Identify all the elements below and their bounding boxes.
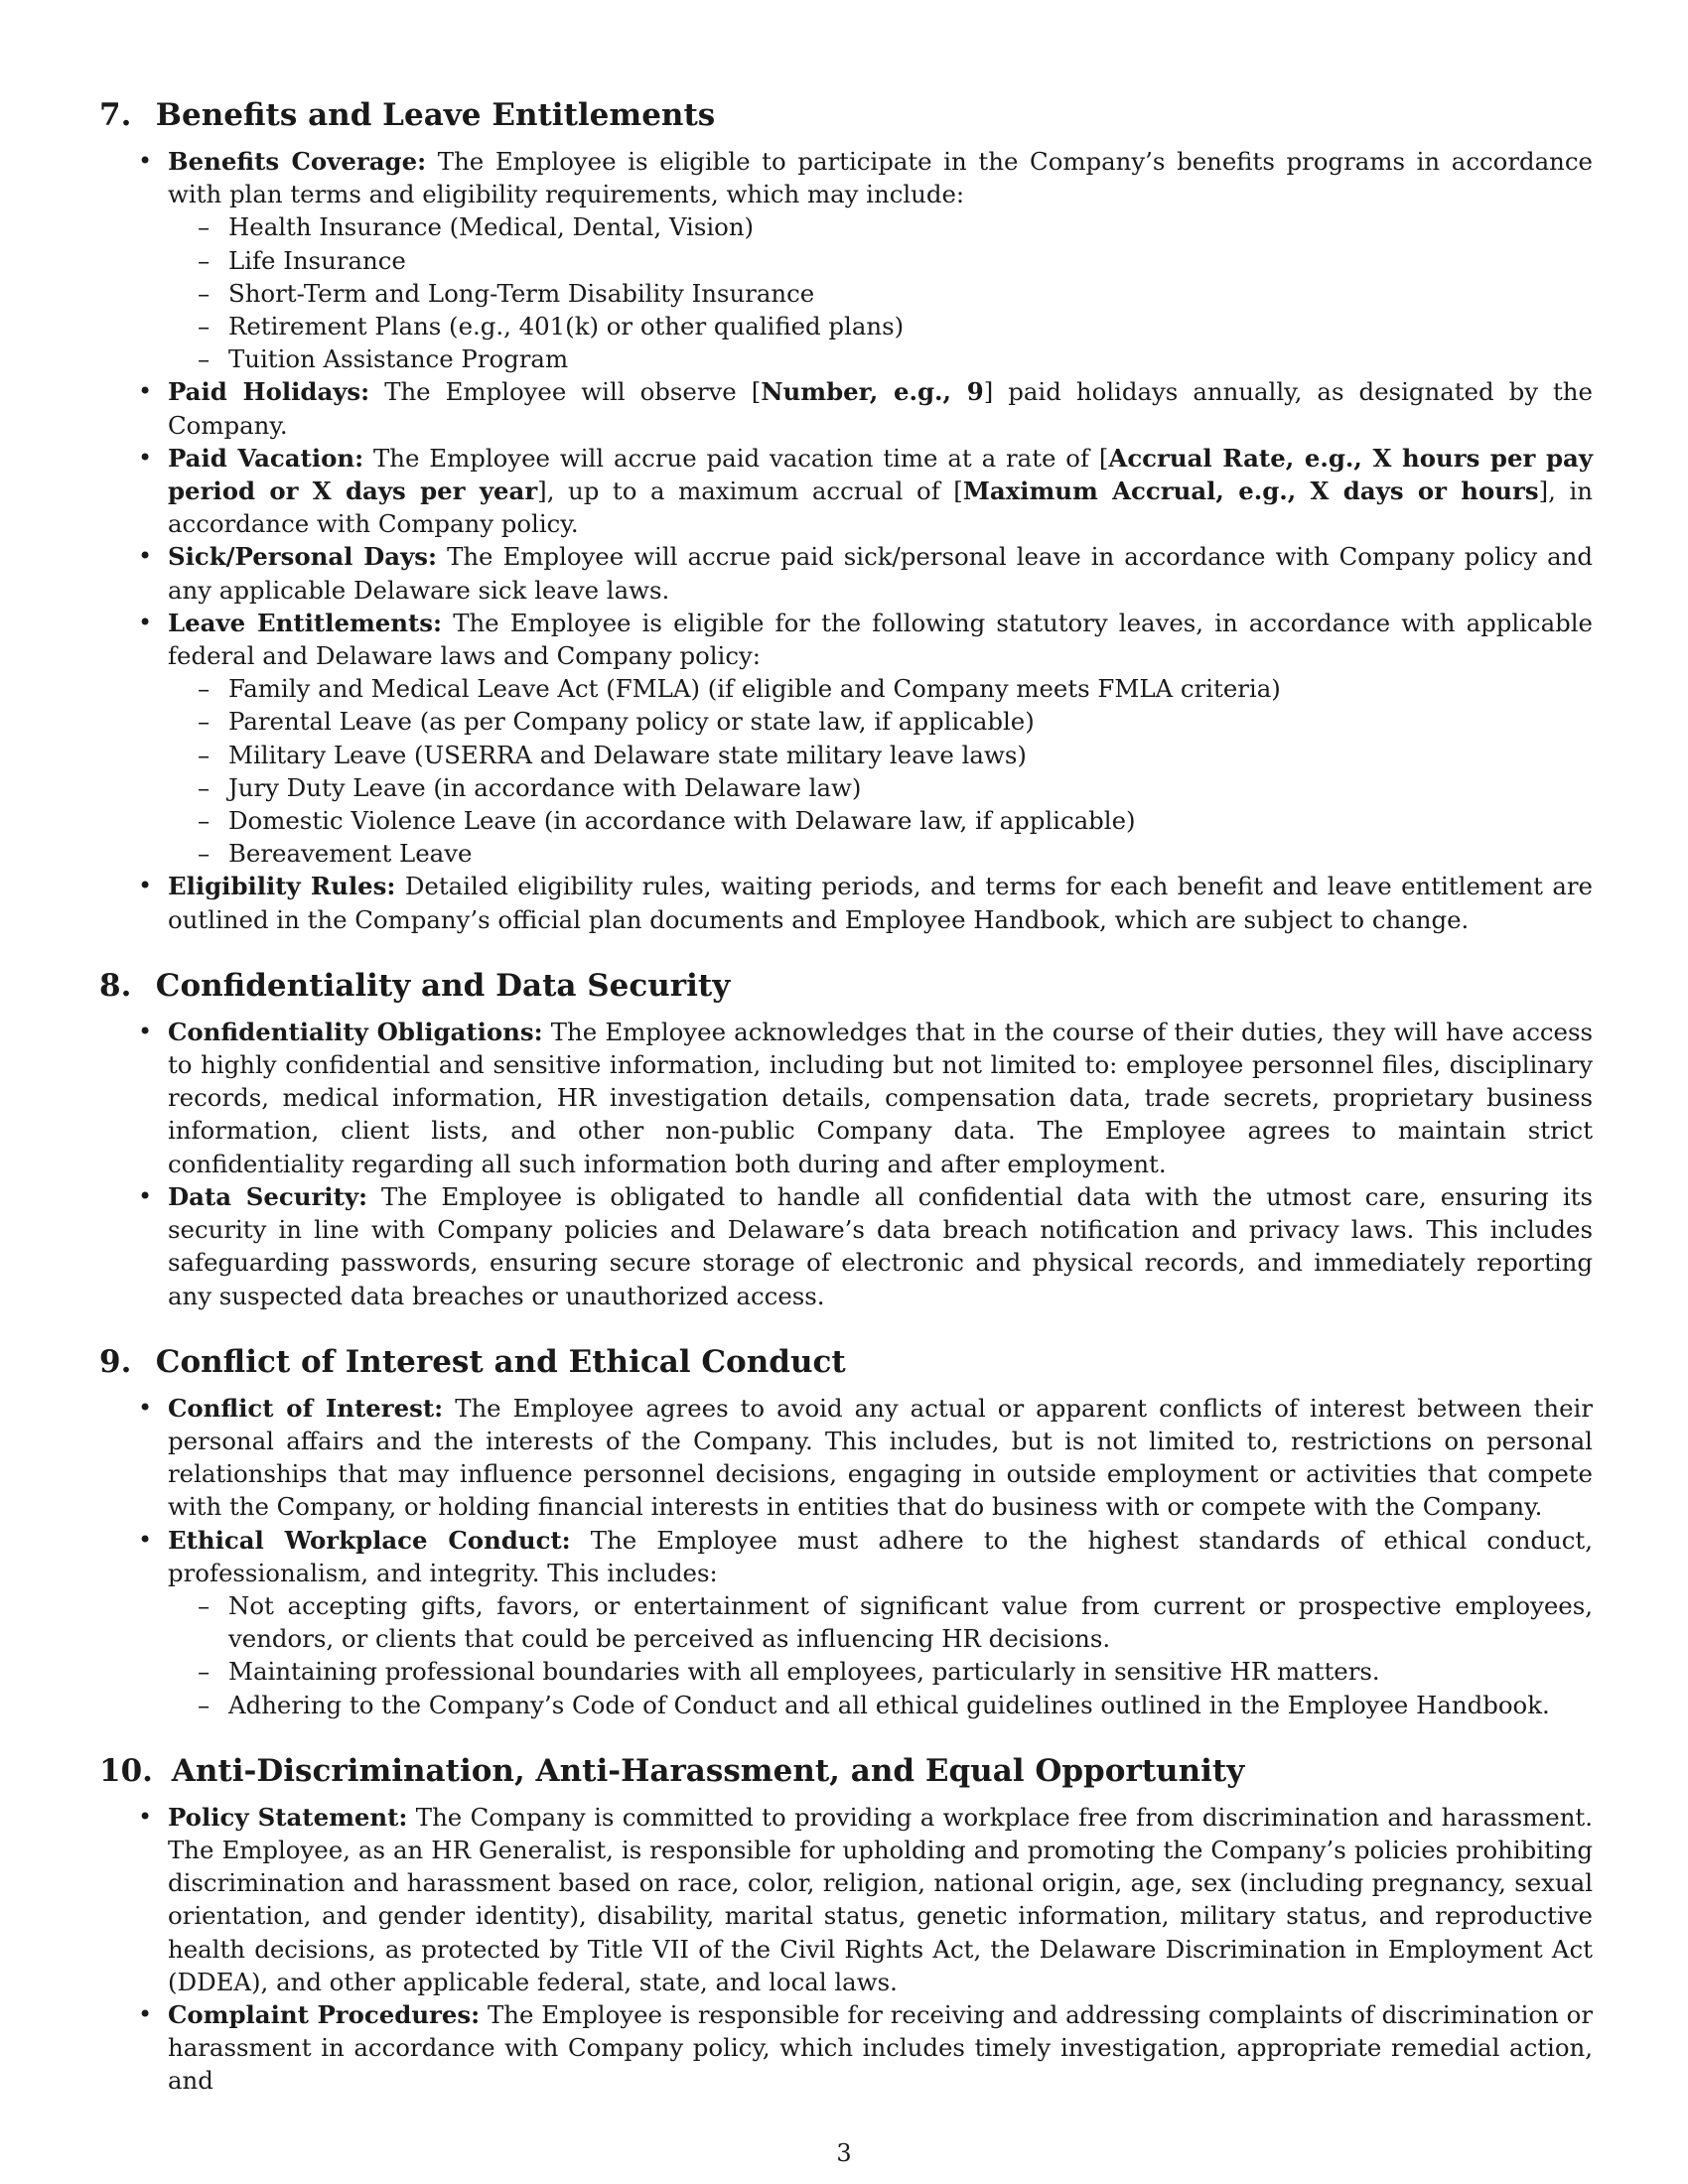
item-label: Eligibility Rules: [168, 872, 396, 901]
item-text: The Employee must adhere to the highest standards of ethical conduct, professionalism, and integrity. This includes: [168, 1525, 1593, 1587]
item-label: Paid Vacation: [168, 443, 364, 473]
item-text: The Employee acknowledges that in the course of their duties, they will have access to highly confidential and sensitive information, including but not limited to: employee personnel files, disciplinary records, medical information, HR investigation details, compensation data, trade secrets, proprietary business information, client lists, and other non-public Company data. The Employee agrees to maintain strict confidentiality regarding all such information both during and after employment. [168, 1017, 1593, 1178]
section-heading [99, 966, 1593, 1006]
section-7 [99, 95, 1593, 936]
sub-item: – Retirement Plans (e.g., 401(k) or other qualified plans) [168, 310, 1593, 342]
section-title: Conflict of Interest and Ethical Conduct [155, 1343, 846, 1380]
sub-item: – Military Leave (USERRA and Delaware state military leave laws) [168, 739, 1593, 771]
list-item-paid-holidays [99, 375, 1593, 441]
section-9 [99, 1342, 1593, 1721]
section-heading [99, 1751, 1593, 1791]
sub-item: – Bereavement Leave [168, 837, 1593, 870]
item-text: The Employee will observe [ [384, 377, 762, 407]
item-label: Sick/Personal Days: [168, 542, 438, 572]
item-label: Data Security: [168, 1181, 368, 1211]
item-text: The Employee is obligated to handle all confidential data with the utmost care, ensuring its security in line with Company policies and Delaware’s data breach notification and privacy laws. This includes safeguarding passwords, ensuring secure storage of electronic and physical records, and immediately reporting any suspected data breaches or unauthorized access. [168, 1181, 1593, 1310]
item-text: The Employee agrees to avoid any actual or apparent conflicts of interest between their personal affairs and the interests of the Company. This includes, but is not limited to, restrictions on personal relationships that may influence personnel decisions, engaging in outside employment or activities that compete with the Company, or holding financial interests in entities that do business with or compete with the Company. [168, 1393, 1593, 1522]
sub-item: – Health Insurance (Medical, Dental, Vision) [168, 210, 1593, 243]
section-title: Anti-Discrimination, Anti-Harassment, and Equal Opportunity [171, 1752, 1245, 1789]
item-label: Policy Statement: [168, 1802, 408, 1832]
sub-item: – Adhering to the Company’s Code of Conduct and all ethical guidelines outlined in the Employee Handbook. [168, 1689, 1593, 1721]
list-item-complaint-procedures [99, 1998, 1593, 2098]
list-item-eligibility-rules [99, 870, 1593, 935]
item-text: ] paid holidays annually, as designated by the Company. [168, 377, 1593, 440]
item-label: Conflict of Interest: [168, 1393, 444, 1423]
sub-item: – Jury Duty Leave (in accordance with Delaware law) [168, 771, 1593, 804]
sub-item: – Tuition Assistance Program [168, 342, 1593, 375]
item-text: The Employee is responsible for receiving and addressing complaints of discrimination or harassment in accordance with Company policy, which includes timely investigation, appropriate remedial action, and [168, 1999, 1594, 2096]
section-title: Benefits and Leave Entitlements [155, 97, 716, 133]
list-item-leave-entitlements [99, 607, 1593, 871]
sub-item: – Life Insurance [168, 244, 1593, 277]
item-label: Complaint Procedures: [168, 1999, 481, 2029]
item-label: Ethical Workplace Conduct: [168, 1525, 571, 1555]
item-label: Benefits Coverage: [168, 147, 427, 176]
sub-item: – Short-Term and Long-Term Disability Insurance [168, 277, 1593, 310]
section-number: 8. [99, 967, 132, 1004]
list-item-confidentiality-obligations [99, 1016, 1593, 1180]
placeholder-text: Maximum Accrual, e.g., X days or hours [962, 477, 1539, 506]
sub-list [168, 210, 1593, 375]
item-text: The Employee will accrue paid vacation time at a rate of [ [372, 443, 1109, 473]
item-text: The Employee is eligible for the following statutory leaves, in accordance with applicable federal and Delaware laws and Company policy: [168, 608, 1593, 671]
item-label: Paid Holidays: [168, 377, 370, 407]
list-item-ethical-workplace-conduct [99, 1524, 1593, 1721]
list-item-benefits-coverage [99, 145, 1593, 375]
list-item-paid-vacation [99, 442, 1593, 541]
list-item-policy-statement [99, 1801, 1593, 1998]
item-label: Confidentiality Obligations: [168, 1017, 543, 1046]
section-number: 7. [99, 97, 132, 133]
sub-list [168, 1589, 1593, 1721]
section-number: 9. [99, 1343, 132, 1380]
section-number: 10. [99, 1752, 153, 1789]
sub-item: – Domestic Violence Leave (in accordance with Delaware law, if applicable) [168, 804, 1593, 837]
sub-item: – Parental Leave (as per Company policy or state law, if applicable) [168, 705, 1593, 738]
section-heading [99, 95, 1593, 135]
bullet-list [99, 1801, 1593, 2098]
item-label: Leave Entitlements: [168, 608, 443, 637]
item-text: The Employee will accrue paid sick/personal leave in accordance with Company policy and any applicable Delaware sick leave laws. [168, 542, 1594, 605]
sub-item: – Family and Medical Leave Act (FMLA) (if eligible and Company meets FMLA criteria) [168, 672, 1593, 705]
list-item-sick-personal-days [99, 540, 1593, 606]
item-text: ], in accordance with Company policy. [168, 477, 1593, 539]
section-heading [99, 1342, 1593, 1382]
item-text: ], up to a maximum accrual of [ [537, 477, 963, 506]
bullet-list [99, 145, 1593, 936]
item-text: The Employee is eligible to participate in the Company’s benefits programs in accordance with plan terms and eligibility requirements, which may include: [168, 147, 1593, 209]
item-text: The Company is committed to providing a workplace free from discrimination and harassment. The Employee, as an HR Generalist, is responsible for upholding and promoting the Company’s policies prohibiting discrimination and harassment based on race, color, religion, national origin, age, sex (including pregnancy, sexual orientation, and gender identity), disability, marital status, genetic information, military status, and reproductive health decisions, as protected by Title VII of the Civil Rights Act, the Delaware Discrimination in Employment Act (DDEA), and other applicable federal, state, and local laws. [168, 1802, 1593, 1996]
list-item-conflict-of-interest [99, 1392, 1593, 1524]
bullet-list [99, 1016, 1593, 1312]
section-10 [99, 1751, 1593, 2098]
item-text: Detailed eligibility rules, waiting periods, and terms for each benefit and leave entitlement are outlined in the Company’s official plan documents and Employee Handbook, which are subject to change. [168, 872, 1593, 934]
list-item-data-security [99, 1180, 1593, 1312]
sub-item: – Not accepting gifts, favors, or entertainment of significant value from current or prospective employees, vendors, or clients that could be perceived as influencing HR decisions. [168, 1589, 1593, 1655]
sub-item: – Maintaining professional boundaries with all employees, particularly in sensitive HR matters. [168, 1655, 1593, 1688]
page-number: 3 [836, 2139, 852, 2167]
placeholder-text: Number, e.g., 9 [761, 377, 984, 407]
section-title: Confidentiality and Data Security [155, 967, 731, 1004]
section-8 [99, 966, 1593, 1312]
sub-list [168, 672, 1593, 870]
bullet-list [99, 1392, 1593, 1721]
placeholder-text: Accrual Rate, e.g., X hours per pay period or X days per year [168, 443, 1593, 506]
page-content [99, 95, 1593, 2098]
